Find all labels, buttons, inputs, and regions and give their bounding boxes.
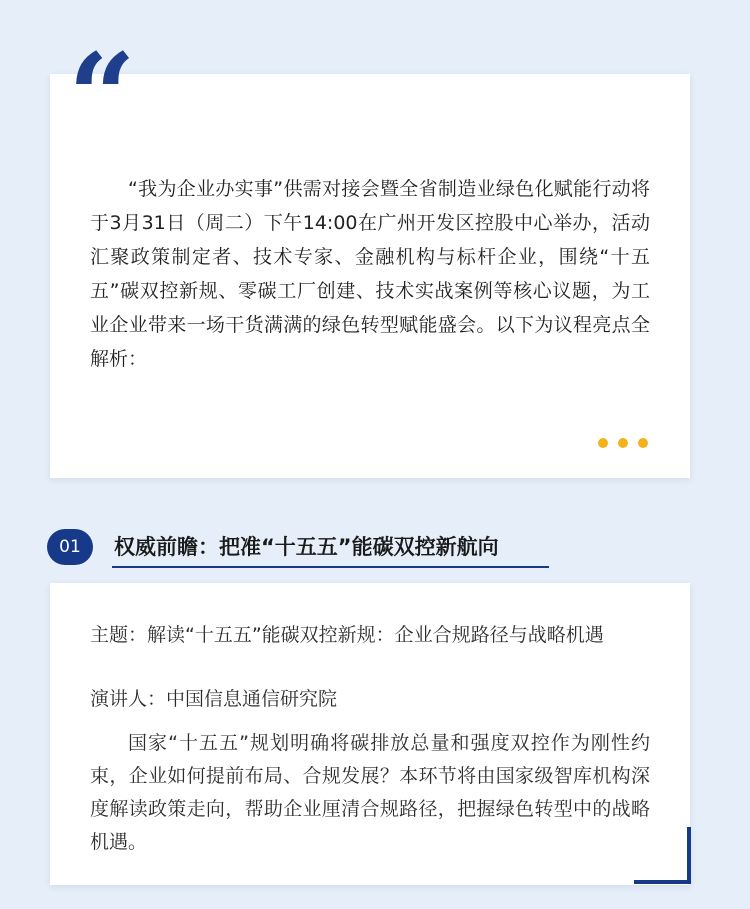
detail-card (50, 583, 690, 885)
intro-card (50, 74, 690, 478)
intro-paragraph: “我为企业办实事”供需对接会暨全省制造业绿色化赋能行动将于3月31日（周二）下午14:00在广州开发区控股中心举办，活动汇聚政策制定者、技术专家、金融机构与标杆企业，围绕“十五五”碳双控新规、零碳工厂创建、技术实战案例等核心议题，为工业企业带来一场干货满满的绿色转型赋能盛会。以下为议程亮点全解析： (90, 178, 650, 370)
detail-body-text: 国家“十五五”规划明确将碳排放总量和强度双控作为刚性约束，企业如何提前布局、合规发展？本环节将由国家级智库机构深度解读政策走向，帮助企业厘清合规路径，把握绿色转型中的战略机遇。 (90, 732, 650, 853)
section-title: 权威前瞻：把准“十五五”能碳双控新航向 (114, 535, 499, 559)
ellipsis-dots (598, 438, 648, 448)
corner-accent (634, 827, 691, 884)
section-header (47, 525, 567, 569)
quote-mark-icon: “ (68, 27, 130, 166)
speaker-text: 演讲人：中国信息通信研究院 (90, 688, 338, 710)
section-title-underline (112, 566, 549, 568)
dot-icon (638, 438, 648, 448)
dot-icon (598, 438, 608, 448)
dot-icon (618, 438, 628, 448)
topic-text: 主题：解读“十五五”能碳双控新规：企业合规路径与战略机遇 (90, 624, 604, 646)
section-number-badge: 01 (47, 529, 93, 565)
